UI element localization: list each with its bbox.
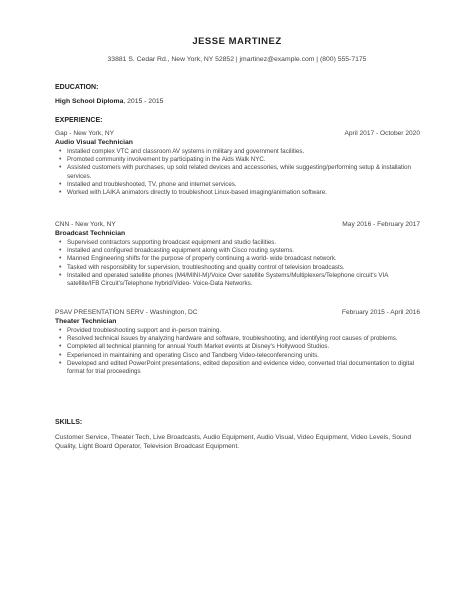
job-title: Broadcast Technician xyxy=(55,230,126,237)
job-bullets xyxy=(55,327,420,376)
bullet-item: • Resolved technical issues by analyzing hardware and software, troubleshooting, and identifying root causes of problems. xyxy=(67,335,420,343)
bullet-item: • Experienced in maintaining and operating Cisco and Tandberg Video-teleconferencing units. xyxy=(67,352,420,360)
job-entry-psav xyxy=(55,308,420,376)
job-dates: April 2017 - October 2020 xyxy=(344,130,420,137)
bullet-item: • Installed and operated satellite phones (M4/MINI-M)/Voice Over satellite Systems/Multiplexers/Telephone circuit's VIA satellite/IFB Circuit's/Telephone hybrid/Video- Voice-Data Networks. xyxy=(67,272,420,288)
job-dates: May 2016 - February 2017 xyxy=(342,221,420,228)
job-entry-gap xyxy=(55,129,420,197)
bullet-item: • Completed all technical planning for annual Youth Market events at Disney's Hollywood Studios. xyxy=(67,343,420,351)
skills-list: Customer Service, Theater Tech, Live Broadcasts, Audio Equipment, Audio Visual, Video Equipment, Video Levels, Sound Quality, Light Board Operator, Television Broadcast Equipment. xyxy=(55,434,412,450)
bullet-item: • Promoted community involvement by participating in the Aids Walk NYC. xyxy=(67,156,420,164)
bullet-item: • Developed and edited PowerPoint presentations, edited deposition and evidence video, converted trial documentation to digital format for trial proceedings xyxy=(67,360,420,376)
experience-heading: EXPERIENCE: xyxy=(55,117,103,124)
bullet-item: • Tasked with responsibility for supervision, troubleshooting and quality control of television broadcasts. xyxy=(67,264,420,272)
job-header xyxy=(55,308,420,317)
candidate-name: JESSE MARTINEZ xyxy=(192,36,282,47)
bullet-item: • Installed and troubleshooted, TV, phone and internet services. xyxy=(67,181,420,189)
bullet-item: • Installed and configured broadcasting equipment along with Cisco routing systems. xyxy=(67,247,420,255)
job-header xyxy=(55,129,420,138)
skills-heading: SKILLS: xyxy=(55,419,83,426)
bullet-item: • Manned Engineering shifts for the purpose of properly continuing a world- wide broadcast network. xyxy=(67,255,420,263)
bullet-item: • Assisted customers with purchases, up sold related devices and accessories, while suggesting/performing setup & installation services. xyxy=(67,164,420,180)
bullet-item: • Provided troubleshooting support and in-person training. xyxy=(67,327,420,335)
bullet-item: • Installed complex VTC and classroom AV systems in military and government facilities. xyxy=(67,148,420,156)
bullet-item: • Worked with LAIKA animators directly to troubleshoot Linux-based imaging/animation software. xyxy=(67,189,420,197)
job-header xyxy=(55,220,420,229)
job-bullets xyxy=(55,239,420,288)
education-heading: EDUCATION: xyxy=(55,84,99,91)
job-entry-cnn xyxy=(55,220,420,288)
degree: High School Diploma xyxy=(55,98,124,105)
job-dates: February 2015 - April 2016 xyxy=(341,309,420,316)
job-company: CNN - New York, NY xyxy=(55,221,116,228)
degree-years: , 2015 - 2015 xyxy=(123,98,164,105)
job-bullets xyxy=(55,148,420,197)
job-title: Audio Visual Technician xyxy=(55,139,133,146)
job-title: Theater Technician xyxy=(55,318,117,325)
education-entry xyxy=(55,98,163,105)
contact-line: 33881 S. Cedar Rd., New York, NY 52852 | jmartinez@example.com | (800) 555-7175 xyxy=(107,56,367,63)
job-company: Gap - New York, NY xyxy=(55,130,115,137)
bullet-item: • Supervised contractors supporting broadcast equipment and studio facilities. xyxy=(67,239,420,247)
job-company: PSAV PRESENTATION SERV - Washington, DC xyxy=(55,309,198,316)
